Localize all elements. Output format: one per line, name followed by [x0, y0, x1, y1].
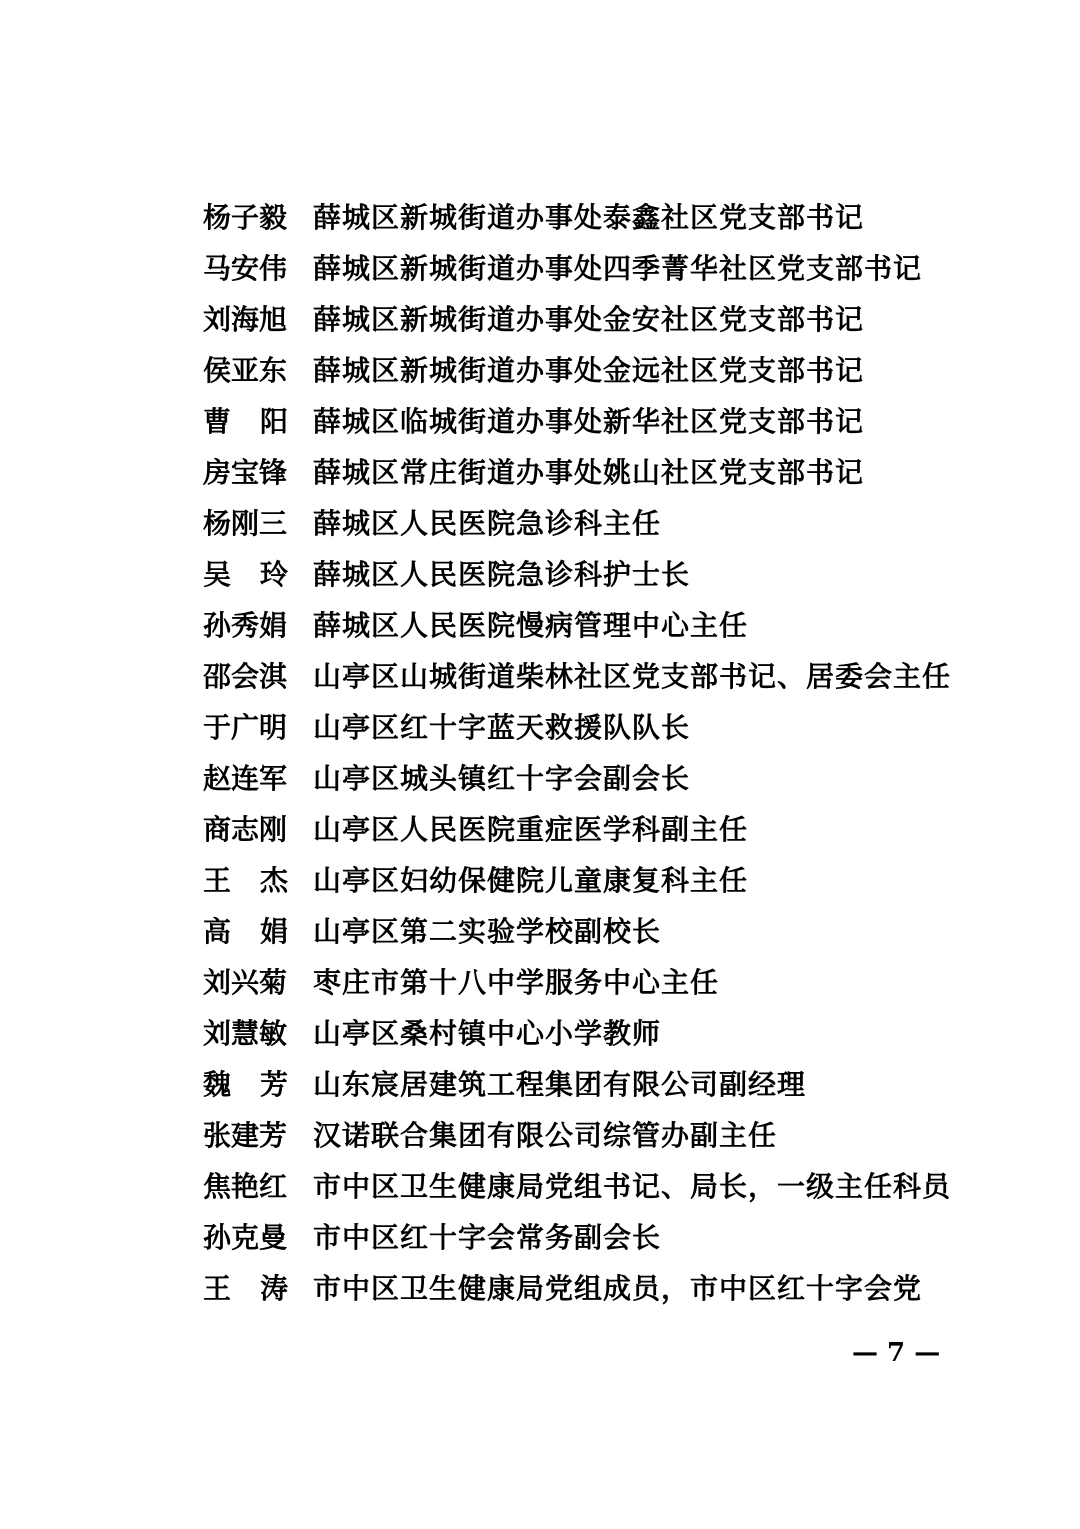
person-title: 薛城区临城街道办事处新华社区党支部书记 [313, 404, 865, 438]
person-title: 山亭区城头镇红十字会副会长 [313, 761, 691, 795]
list-item [203, 853, 963, 904]
person-name: 曹阳 [203, 404, 318, 438]
list-item [203, 1057, 963, 1108]
person-title: 山亭区桑村镇中心小学教师 [313, 1016, 662, 1050]
person-title: 山亭区人民医院重症医学科副主任 [313, 812, 749, 846]
person-title: 山东宸居建筑工程集团有限公司副经理 [313, 1067, 807, 1101]
list-item [203, 1006, 963, 1057]
list-item [203, 649, 963, 700]
person-name: 杨刚三 [203, 506, 288, 540]
person-title: 薛城区新城街道办事处泰鑫社区党支部书记 [313, 200, 865, 234]
list-item [203, 1159, 963, 1210]
list-item [203, 751, 963, 802]
person-title: 市中区卫生健康局党组书记、局长，一级主任科员 [313, 1169, 952, 1203]
person-name: 张建芳 [203, 1118, 288, 1152]
list-item [203, 190, 963, 241]
person-title: 薛城区人民医院慢病管理中心主任 [313, 608, 749, 642]
person-name: 魏芳 [203, 1067, 318, 1101]
list-item [203, 904, 963, 955]
list-item [203, 241, 963, 292]
person-name: 王涛 [203, 1271, 318, 1305]
person-title: 市中区红十字会常务副会长 [313, 1220, 662, 1254]
page-number: — 7 — [852, 1338, 941, 1368]
person-title: 枣庄市第十八中学服务中心主任 [313, 965, 720, 999]
person-title: 汉诺联合集团有限公司综管办副主任 [313, 1118, 778, 1152]
list-item [203, 394, 963, 445]
person-name: 王杰 [203, 863, 318, 897]
person-title: 山亭区第二实验学校副校长 [313, 914, 662, 948]
person-title: 薛城区新城街道办事处四季菁华社区党支部书记 [313, 251, 923, 285]
list-item [203, 496, 963, 547]
list-item [203, 292, 963, 343]
person-title: 山亭区山城街道柴林社区党支部书记、居委会主任 [313, 659, 952, 693]
person-name: 孙克曼 [203, 1220, 288, 1254]
list-item [203, 598, 963, 649]
list-item [203, 445, 963, 496]
list-item [203, 802, 963, 853]
list-item [203, 1210, 963, 1261]
person-title: 薛城区新城街道办事处金远社区党支部书记 [313, 353, 865, 387]
person-name: 孙秀娟 [203, 608, 288, 642]
person-title: 薛城区常庄街道办事处姚山社区党支部书记 [313, 455, 865, 489]
person-name: 高娟 [203, 914, 318, 948]
person-name: 房宝锋 [203, 455, 288, 489]
person-name: 马安伟 [203, 251, 288, 285]
person-title: 山亭区红十字蓝天救援队队长 [313, 710, 691, 744]
person-title: 薛城区新城街道办事处金安社区党支部书记 [313, 302, 865, 336]
list-item [203, 547, 963, 598]
person-name: 侯亚东 [203, 353, 288, 387]
person-title: 薛城区人民医院急诊科护士长 [313, 557, 691, 591]
person-name: 于广明 [203, 710, 288, 744]
person-name: 刘兴菊 [203, 965, 288, 999]
person-title: 薛城区人民医院急诊科主任 [313, 506, 662, 540]
person-title: 市中区卫生健康局党组成员，市中区红十字会党 [313, 1271, 923, 1305]
person-name: 杨子毅 [203, 200, 288, 234]
list-item [203, 700, 963, 751]
person-name: 刘慧敏 [203, 1016, 288, 1050]
list-item [203, 343, 963, 394]
person-name: 焦艳红 [203, 1169, 288, 1203]
person-name: 赵连军 [203, 761, 288, 795]
person-name: 商志刚 [203, 812, 288, 846]
person-name: 邵会淇 [203, 659, 288, 693]
person-title: 山亭区妇幼保健院儿童康复科主任 [313, 863, 749, 897]
person-name: 刘海旭 [203, 302, 288, 336]
honoree-list [203, 190, 963, 1312]
list-item [203, 1108, 963, 1159]
person-name: 吴玲 [203, 557, 318, 591]
list-item [203, 1261, 963, 1312]
list-item [203, 955, 963, 1006]
